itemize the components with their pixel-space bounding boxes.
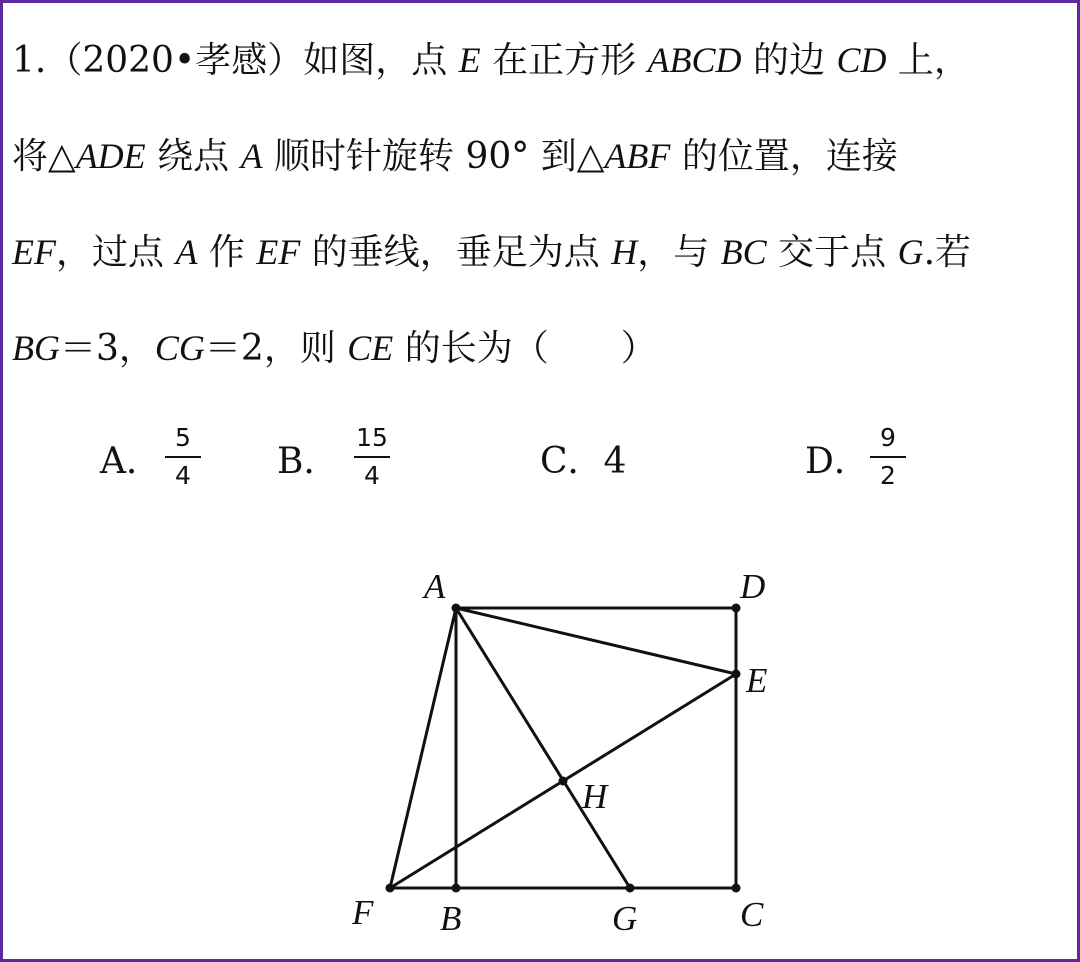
- math-variable: EF: [256, 232, 301, 272]
- text-segment: 上，: [886, 40, 970, 81]
- fraction-denominator: 2: [880, 461, 896, 490]
- math-variable: G: [897, 232, 924, 272]
- label-f: F: [352, 893, 374, 932]
- math-variable: CD: [836, 40, 887, 80]
- point-e: [732, 670, 741, 679]
- segment-ag: [456, 608, 630, 888]
- text-segment: ，过点: [55, 232, 176, 273]
- text-segment: .若: [923, 232, 972, 273]
- point-b: [452, 884, 461, 893]
- text-segment: 的边: [741, 40, 837, 81]
- option-a-label: A．: [100, 441, 162, 482]
- fraction-numerator: 15: [356, 423, 388, 452]
- option-d-label: D．: [805, 441, 870, 482]
- math-variable: ABF: [604, 136, 671, 176]
- text-segment: 作: [197, 232, 257, 273]
- math-variable: BC: [720, 232, 767, 272]
- math-variable: BG: [12, 328, 60, 368]
- text-segment: 1.（2020•孝感）如图，点: [12, 40, 459, 81]
- fraction-denominator: 4: [175, 461, 191, 490]
- label-h: H: [582, 777, 608, 816]
- text-segment: ＝3，: [60, 328, 155, 369]
- option-c-label: C．: [540, 441, 604, 482]
- text-segment: 交于点: [766, 232, 898, 273]
- fraction-denominator: 4: [364, 461, 380, 490]
- text-segment: 将△: [12, 136, 76, 177]
- text-segment: 的垂线，垂足为点: [300, 232, 612, 273]
- math-variable: H: [611, 232, 638, 272]
- text-segment: ，与: [637, 232, 721, 273]
- label-d: D: [740, 567, 766, 606]
- point-h: [559, 777, 568, 786]
- label-a: A: [424, 567, 446, 606]
- text-segment: 绕点: [145, 136, 241, 177]
- math-variable: ABCD: [647, 40, 742, 80]
- text-segment: 的位置，连接: [670, 136, 898, 177]
- label-g: G: [612, 899, 638, 938]
- point-c: [732, 884, 741, 893]
- text-segment: 在正方形: [480, 40, 648, 81]
- segment-af: [390, 608, 456, 888]
- math-variable: EF: [12, 232, 56, 272]
- point-a: [452, 604, 461, 613]
- math-variable: CE: [347, 328, 394, 368]
- math-variable: A: [175, 232, 198, 272]
- option-c-value: 4: [603, 441, 627, 482]
- label-b: B: [440, 899, 462, 938]
- fraction-numerator: 5: [175, 423, 191, 452]
- point-g: [626, 884, 635, 893]
- point-f: [386, 884, 395, 893]
- math-variable: ADE: [75, 136, 146, 176]
- math-variable: A: [240, 136, 263, 176]
- label-c: C: [740, 895, 764, 934]
- text-segment: ＝2，则: [204, 328, 348, 369]
- math-variable: CG: [154, 328, 205, 368]
- label-e: E: [746, 661, 768, 700]
- option-b-label: B．: [277, 441, 340, 482]
- fraction-numerator: 9: [880, 423, 896, 452]
- segment-ae: [456, 608, 736, 674]
- text-segment: 的长为（ ）: [393, 328, 657, 369]
- text-segment: 顺时针旋转 90° 到△: [262, 136, 605, 177]
- math-variable: E: [458, 40, 481, 80]
